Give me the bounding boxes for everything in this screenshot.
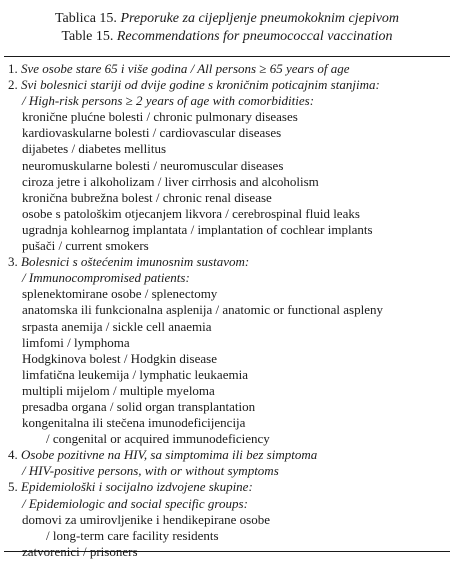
list-item: limfomi / lymphoma <box>22 334 130 350</box>
list-item: kardiovaskularne bolesti / cardiovascular diseases <box>22 125 282 141</box>
caption-en-title: Recommendations for pneumococcal vaccination <box>116 29 393 44</box>
caption-en-prefix: Table 15. <box>61 29 114 44</box>
list-item: kongenitalna ili stečena imunodeficijencija <box>22 415 246 431</box>
list-item: anatomska ili funkcionalna asplenija / anatomic or functional aspleny <box>22 302 383 318</box>
section-number: 2. <box>8 77 18 93</box>
section-heading: Epidemiološki i socijalno izdvojene skupine: <box>21 479 253 495</box>
section-heading: Svi bolesnici stariji od dvije godine s kroničnim poticajnim stanjima: <box>21 77 380 93</box>
list-item: ciroza jetre i alkoholizam / liver cirrhosis and alcoholism <box>22 173 319 189</box>
section-number: 3. <box>8 254 18 270</box>
section-number: 4. <box>8 447 18 463</box>
table-caption-croatian <box>0 10 454 27</box>
section-2-heading-cont: / High-risk persons ≥ 2 years of age with comorbidities: <box>22 93 315 109</box>
bottom-rule <box>4 551 450 552</box>
section-1-heading <box>8 61 450 77</box>
section-heading: Bolesnici s oštećenim imunosnim sustavom: <box>21 254 250 270</box>
list-item: kronična bubrežna bolest / chronic renal disease <box>22 189 272 205</box>
section-3-heading <box>8 254 450 270</box>
list-item: multipli mijelom / multiple myeloma <box>22 382 215 398</box>
caption-hr-title: Preporuke za cijepljenje pneumokoknim cjepivom <box>120 11 400 26</box>
section-4-heading <box>8 447 450 463</box>
section-3-heading-cont: / Immunocompromised patients: <box>22 270 190 286</box>
list-item: osobe s patološkim otjecanjem likvora / cerebrospinal fluid leaks <box>22 205 360 221</box>
top-rule <box>4 56 450 57</box>
caption-hr-prefix: Tablica 15. <box>54 11 117 26</box>
list-item: pušači / current smokers <box>22 238 149 254</box>
list-item: limfatična leukemija / lymphatic leukaemia <box>22 366 248 382</box>
section-5-heading-cont: / Epidemiologic and social specific groups: <box>22 495 248 511</box>
section-2-heading <box>8 77 450 93</box>
list-item: zatvorenici / prisoners <box>22 543 138 559</box>
section-5-heading <box>8 479 450 495</box>
list-item: splenektomirane osobe / splenectomy <box>22 286 218 302</box>
list-item-continuation: / congenital or acquired immunodeficiency <box>46 431 270 447</box>
list-item-continuation: / long-term care facility residents <box>46 527 219 543</box>
section-heading: Osobe pozitivne na HIV, sa simptomima ili bez simptoma <box>21 447 318 463</box>
list-item: ugradnja kohlearnog implantata / implantation of cochlear implants <box>22 221 373 237</box>
section-heading: Sve osobe stare 65 i više godina / All persons ≥ 65 years of age <box>21 61 350 76</box>
list-item: srpasta anemija / sickle cell anaemia <box>22 318 212 334</box>
section-4-heading-cont: / HIV-positive persons, with or without symptoms <box>22 463 279 479</box>
list-item: domovi za umirovljenike i hendikepirane osobe <box>22 511 271 527</box>
list-item: Hodgkinova bolest / Hodgkin disease <box>22 350 217 366</box>
list-item: presadba organa / solid organ transplantation <box>22 398 256 414</box>
recommendations-list <box>8 61 450 560</box>
list-item: neuromuskularne bolesti / neuromuscular diseases <box>22 157 284 173</box>
section-number: 5. <box>8 479 18 495</box>
section-number: 1. <box>8 61 18 76</box>
table-caption-english <box>0 28 454 45</box>
list-item: dijabetes / diabetes mellitus <box>22 141 167 157</box>
list-item: kronične plućne bolesti / chronic pulmonary diseases <box>22 109 298 125</box>
